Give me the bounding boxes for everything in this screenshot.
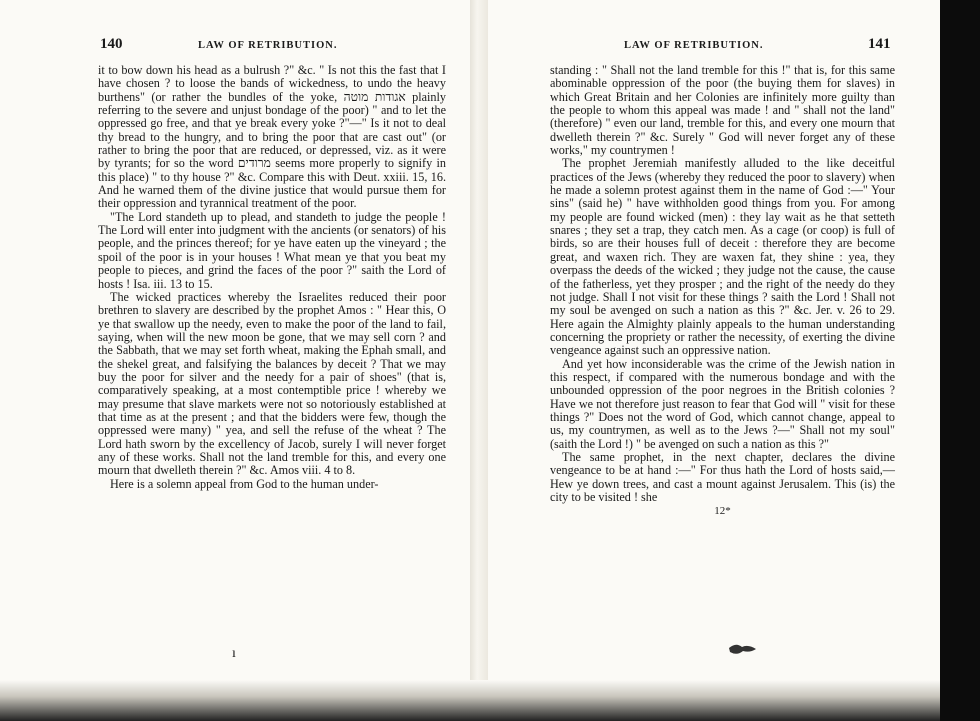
page-body [98,64,446,491]
paragraph: "The Lord standeth up to plead, and standeth to judge the people ! The Lord will enter into judgment with the ancients (or senators) of his people, and the princes thereof; for ye have eaten up the vineyard ; the spoil of the poor is in your houses ! What mean ye that you beat my people to pieces, and grind the faces of the poor ?" saith the Lord of hosts ! Isa. iii. 13 to 15. [98,209,446,291]
scan-edge [940,0,980,721]
paragraph: standing : " Shall not the land tremble for this !" that is, for this same abominable oppression of the poor (the buying them for slaves) in which Great Britain and her Colonies are infinitely more guilty than the people to whom this appeal was made ! and " shall not the land" (therefore) " even our land, tremble for this, and every one mourn that dwelleth therein ?" &c. Surely " God will never forget any of these works," my countrymen ! [550,63,895,158]
paragraph: The wicked practices whereby the Israelites reduced their poor brethren to slavery are described by the prophet Amos : " Hear this, O ye that swallow up the needy, even to make the poor of the land to fail, saying, when will the new moon be gone, that we may sell corn ? and the Sabbath, that we may set forth wheat, making the Ephah small, and the shekel great, and falsifying the balances by deceit ? That we may buy the poor for silver and the needy for a pair of shoes" (that is, comparatively speaking, at a most contemptible price ! whereby we may presume that slave markets were not so notoriously established at that time as at the present ; and that the bidders were few, though the oppressed were many) " yea, and sell the refuse of the wheat ? The Lord hath sworn by the excellency of Jacob, surely I will never forget any of these works. Shall not the land tremble for this, and every one mourn that dwelleth therein ?" &c. Amos viii. 4 to 8. [98,289,446,478]
book-gutter [470,0,488,721]
page-number: 140 [100,36,123,52]
page-body [550,64,895,519]
running-head: LAW OF RETRIBUTION. [198,40,338,51]
paragraph: And yet how inconsiderable was the crime of the Jewish nation in this respect, if compared with the numerous bondage and with the unbounded oppression of the poor negroes in the British colonies ? Have we not therefore just reason to fear that God will " visit for these things ?" Does not the word of God, which cannot change, appeal to us, my countrymen, as well as to the Jews ?—" Shall not my soul" (saith the Lord !) " be avenged on such a nation as this ?" [550,356,895,451]
running-head: LAW OF RETRIBUTION. [624,40,764,51]
scan-shadow [0,680,940,721]
paragraph: The same prophet, in the next chapter, declares the divine vengeance to be at hand :—" For thus hath the Lord of hosts said,—Hew ye down trees, and cast a mount against Jerusalem. This (is) the city to be visited ! she [550,449,895,504]
paragraph: The prophet Jeremiah manifestly alluded to the like deceitful practices of the Jews (whereby they reduced the poor to slavery) when he made a solemn protest against them in the name of God :—" Your sins" (said he) " have withholden good things from you. For among my people are found wicked (men) : they lay wait as he that setteth snares ; they set a trap, they catch men. As a cage (or coop) is full of birds, so are their houses full of deceit : therefore they are become great, and waxen rich. They are waxen fat, they shine : yea, they overpass the deeds of the wicked ; they judge not the cause, the cause of the fatherless, yet they prosper ; and the right of the needy do they not judge. Shall I not visit for these things ? saith the Lord ! Shall not my soul be avenged on such a nation as this ?" &c. Jer. v. 26 to 29. Here again the Almighty plainly appeals to the human understanding concerning the propriety or rather the necessity, of exerting the divine vengeance against such an oppressive nation. [550,156,895,358]
right-page [488,0,940,721]
left-page [0,0,470,721]
signature-mark: 12* [714,505,731,518]
page-number: 141 [868,36,891,52]
stray-mark: ı [232,646,236,661]
paragraph: Here is a solemn appeal from God to the human under- [110,476,379,491]
paragraph: it to bow down his head as a bulrush ?" &c. " Is not this the fast that I have chosen ? to loose the bands of wickedness, to undo the heavy burthens" (or rather the bundles of the yoke, אגודות מוטה plainly referring to the severe and unjust bondage of the poor) " and to let the oppressed go free, and that ye break every yoke ?"—" Is it not to deal thy bread to the hungry, and to bring the poor that are cast out" (or rather to bring the poor that are reduced, or depressed, viz. as it were by tyrants; for so the word מרודים seems more properly to signify in this place) " to thy house ?" &c. Compare this with Deut. xxiii. 15, 16. And he warned them of the divine justice that would pursue them for their oppression and tyrannical treatment of the poor. [98,63,446,211]
ink-blot-icon [726,638,760,660]
